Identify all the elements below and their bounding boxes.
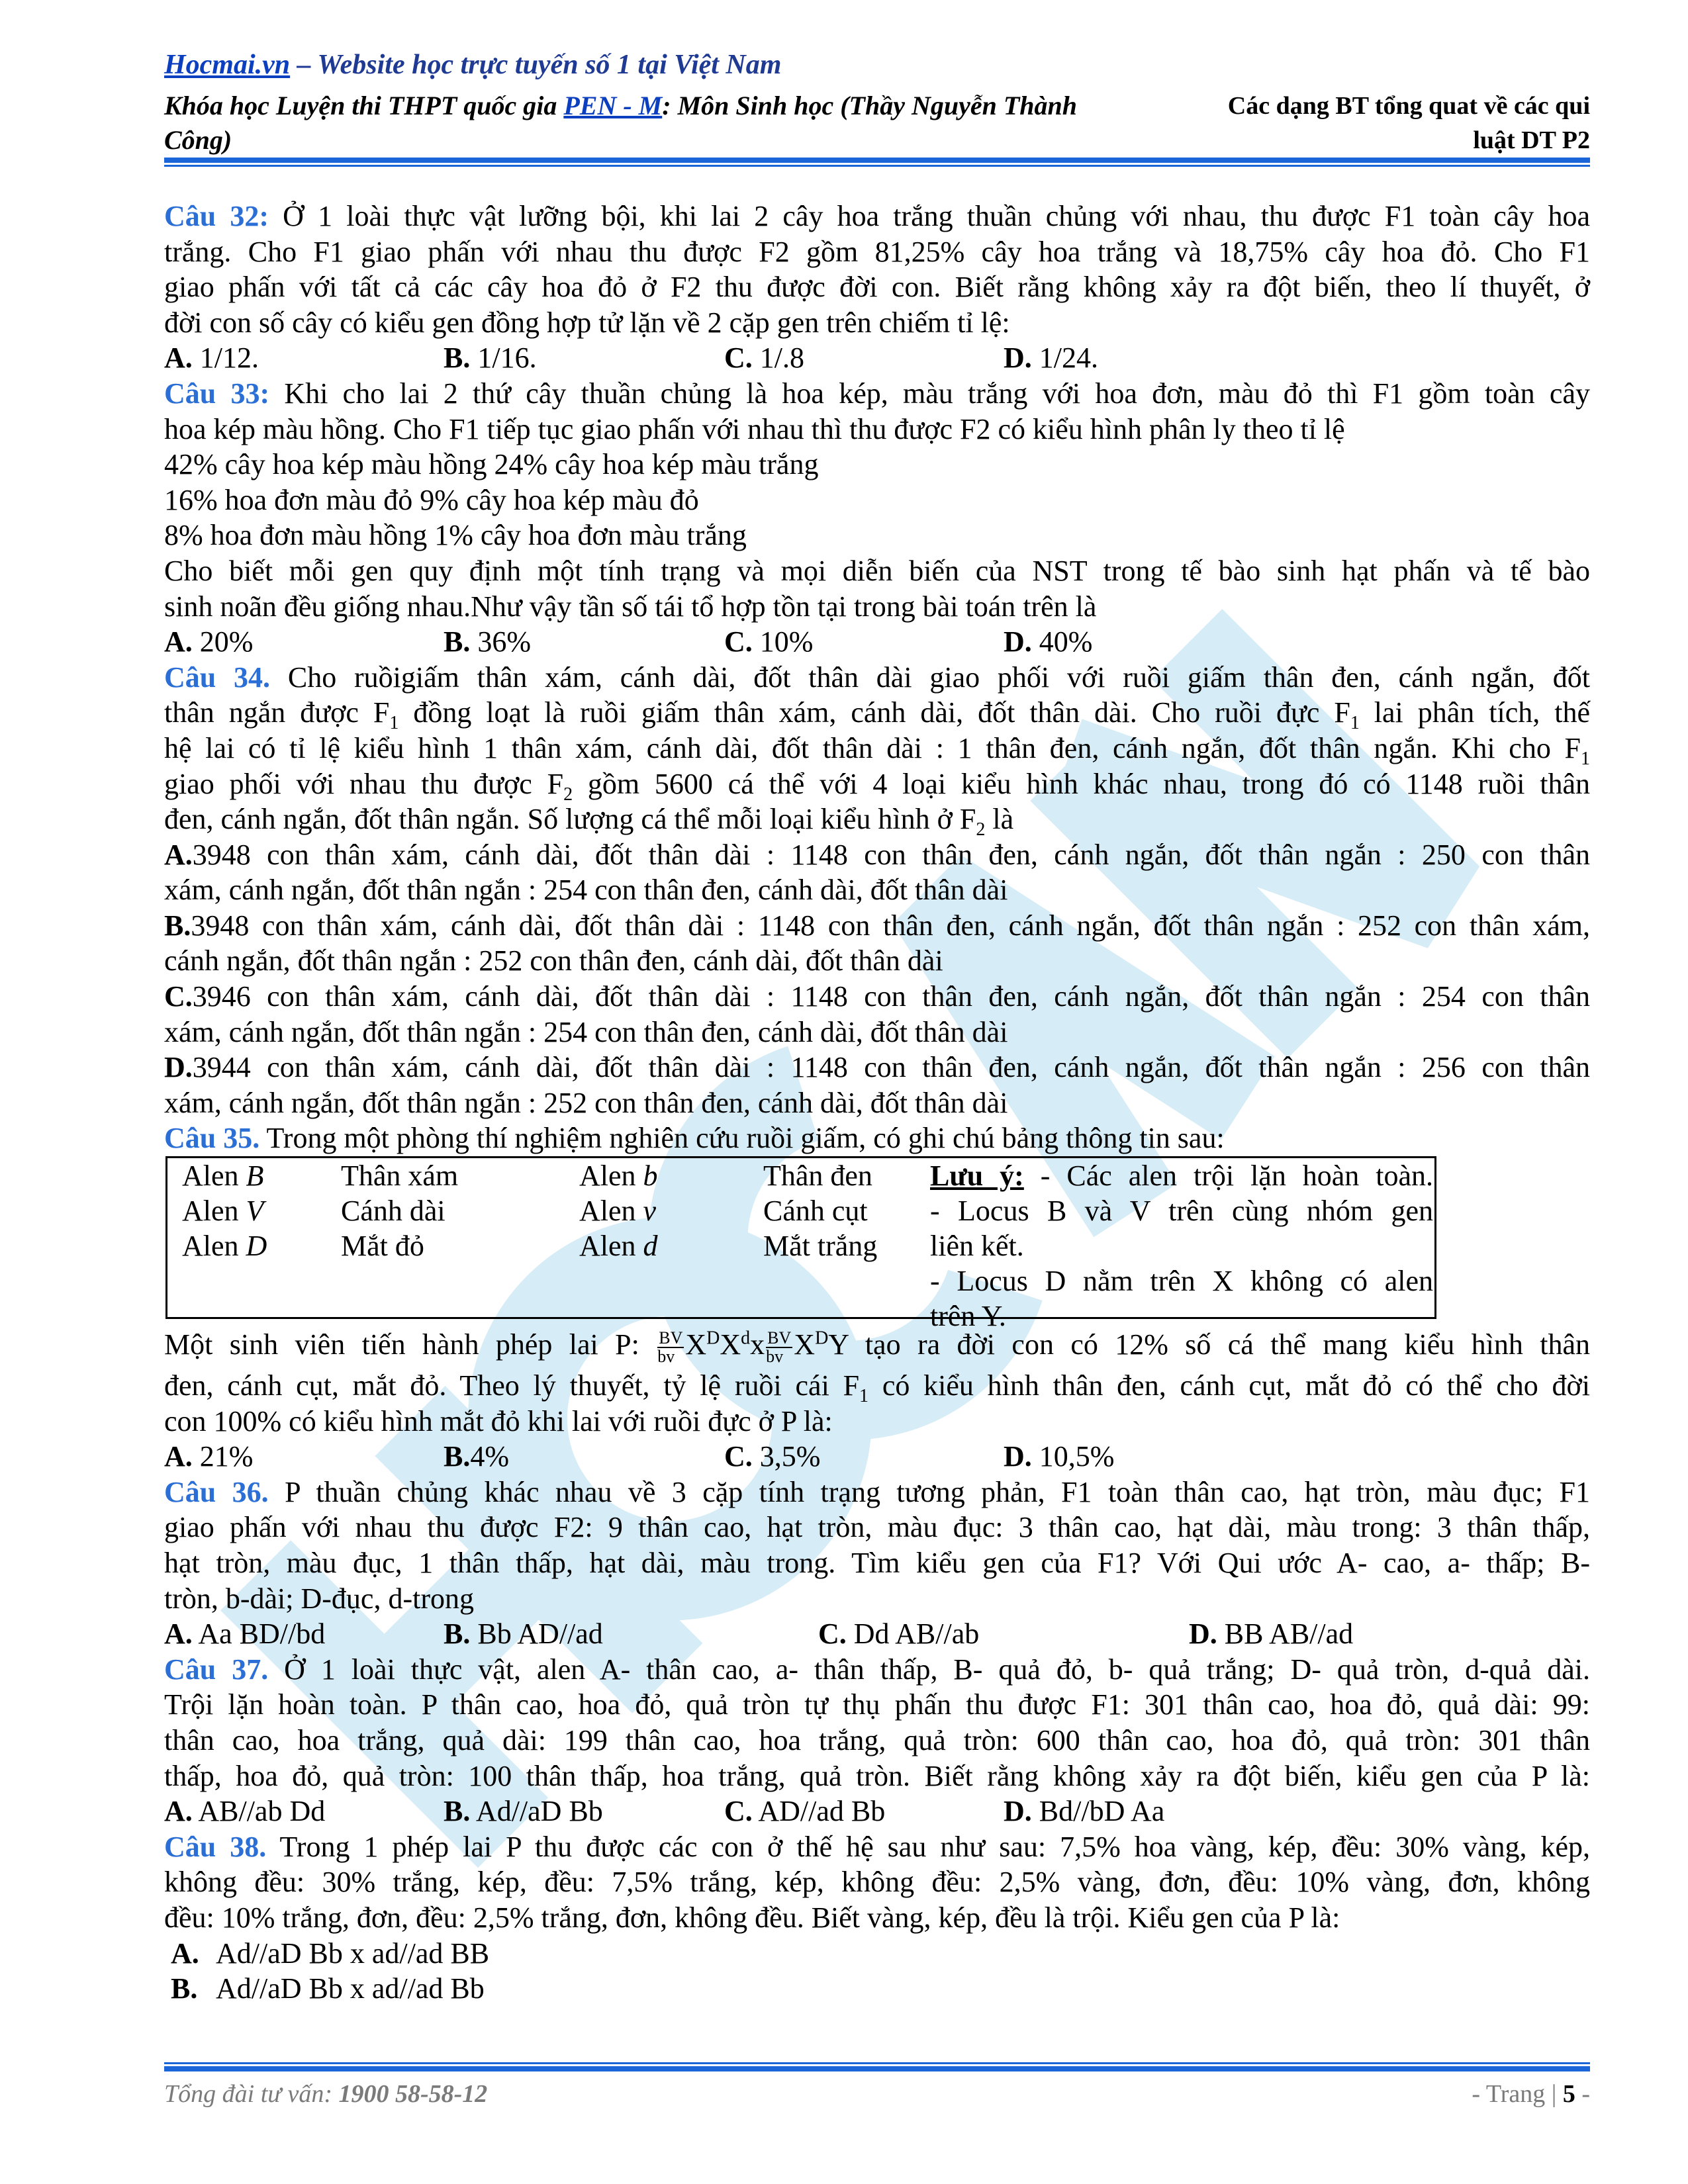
- q36-line1: [164, 1475, 1590, 1510]
- page-content: [164, 199, 1590, 2007]
- question-34: [164, 660, 1590, 1121]
- q32-option-c[interactable]: C. 1/.8: [724, 341, 805, 375]
- q37-line3: thân cao, hoa trắng, quả dài: 199 thân cao, hoa trắng, quả tròn: 600 thân cao, hoa đỏ, quả tròn: 301 thân: [164, 1723, 1590, 1756]
- allele-row2-col1: Alen V: [182, 1195, 264, 1228]
- q32-line3: giao phấn với tất cả các cây hoa đỏ ở F2 thu được đời con. Biết rằng không xảy ra đột biến, theo lí thuyết, ở: [164, 271, 1590, 304]
- course-title-post: : Môn Sinh học (Thầy Nguyễn Thành: [662, 91, 1078, 120]
- q34-option-d[interactable]: D.3944 con thân xám, cánh dài, đốt thân dài : 1148 con thân đen, cánh ngắn, đốt thân ngắn : 256 con thân: [164, 1051, 1590, 1084]
- q33-line6: Cho biết mỗi gen quy định một tính trạng và mọi diễn biến của NST trong tế bào sinh hạt phấn và tế bào: [164, 554, 1590, 587]
- q38-l1: Trong 1 phép lai P thu được các con ở thế hệ sau như sau: 7,5% hoa vàng, kép, đều: 30% vàng, kép,: [266, 1830, 1591, 1863]
- note-line3: liên kết.: [930, 1230, 1024, 1263]
- q37-option-a[interactable]: A. AB//ab Dd: [164, 1795, 326, 1828]
- q34-option-a[interactable]: A.3948 con thân xám, cánh dài, đốt thân dài : 1148 con thân đen, cánh ngắn, đốt thân ngắn : 250 con thân: [164, 838, 1590, 871]
- q34-line2: thân ngắn được $F_1$ đồng loạt là ruồi giấm thân xám, cánh dài, đốt thân dài. Cho ruồi đực $F_1$ lai phân tích, thế: [164, 696, 1590, 734]
- allele-row3-col1: Alen D: [182, 1230, 267, 1263]
- q36-line4: tròn, b-dài; D-đục, d-trong: [164, 1582, 474, 1615]
- q36-line2: giao phấn với nhau thu được F2: 9 thân cao, hạt tròn, màu đục: 3 thân cao, hạt dài, màu trong: 3 thân thấp,: [164, 1511, 1590, 1544]
- q32-line1: [164, 199, 1590, 234]
- q36-label: Câu 36.: [164, 1475, 269, 1508]
- q36-option-c[interactable]: C. Dd AB//ab: [818, 1617, 980, 1651]
- footer-rule: [164, 2062, 1590, 2071]
- question-37: [164, 1652, 1590, 1829]
- q34-line1: [164, 660, 1590, 696]
- q32-label: Câu 32:: [164, 200, 269, 232]
- q32-options: [164, 340, 1590, 376]
- q34-option-c-cont: xám, cánh ngắn, đốt thân ngắn : 254 con thân đen, cánh dài, đốt thân dài: [164, 1015, 1008, 1048]
- q35-label: Câu 35.: [164, 1122, 260, 1155]
- q34-line3: hệ lai có tỉ lệ kiểu hình 1 thân xám, cánh dài, đốt thân dài : 1 thân đen, cánh ngắn, đốt thân ngắn. Khi cho $F_1$: [164, 731, 1590, 769]
- q37-line2: Trội lặn hoàn toàn. P thân cao, hoa đỏ, quả tròn tự thụ phấn thu được F1: 301 thân cao, hoa đỏ, quả dài: 99:: [164, 1688, 1590, 1721]
- q38-option-b[interactable]: B. Ad//aD Bb x ad//ad Bb: [171, 1972, 485, 2005]
- page-header: [164, 45, 1590, 161]
- q33-line3: 42% cây hoa kép màu hồng 24% cây hoa kép màu trắng: [164, 448, 819, 481]
- q37-line1: [164, 1652, 1590, 1688]
- q32-option-a[interactable]: A. 1/12.: [164, 341, 259, 375]
- q38-option-a[interactable]: A. Ad//aD Bb x ad//ad BB: [171, 1936, 490, 1970]
- q37-option-d[interactable]: D. Bd//bD Aa: [1004, 1795, 1165, 1828]
- q35-l1: Trong một phòng thí nghiệm nghiên cứu ruồi giấm, có ghi chú bảng thông tin sau:: [259, 1122, 1225, 1155]
- genotype-fraction-2: $\frac{BV}{bv}$: [766, 1328, 792, 1366]
- q34-l1: Cho ruồigiấm thân xám, cánh dài, đốt thân dài giao phối với ruồi giấm thân đen, cánh ngắn, đốt: [270, 660, 1590, 694]
- site-line: [164, 45, 1590, 85]
- allele-row3-col2: Mắt đỏ: [341, 1230, 424, 1263]
- q36-options: [164, 1616, 1590, 1652]
- note-line4: - Locus D nằm trên X không có alen: [930, 1265, 1433, 1298]
- q34-option-c[interactable]: C.3946 con thân xám, cánh dài, đốt thân dài : 1148 con thân đen, cánh ngắn, đốt thân ngắn : 254 con thân: [164, 980, 1590, 1013]
- allele-row1-col3: Alen b: [579, 1160, 658, 1193]
- allele-row1-col2: Thân xám: [341, 1160, 459, 1193]
- q33-options: [164, 624, 1590, 660]
- course-title: [164, 89, 1197, 158]
- q32-option-d[interactable]: D. 1/24.: [1004, 341, 1099, 375]
- q34-option-b-cont: cánh ngắn, đốt thân ngắn : 252 con thân đen, cánh dài, đốt thân dài: [164, 944, 943, 978]
- q35-option-b[interactable]: B.4%: [444, 1440, 510, 1473]
- q34-line5: đen, cánh ngắn, đốt thân ngắn. Số lượng cá thể mỗi loại kiểu hình ở $F_2$ là: [164, 803, 1014, 840]
- q37-option-b[interactable]: B. Ad//aD Bb: [444, 1795, 603, 1828]
- page-number: - Trang | 5 -: [1472, 2080, 1590, 2108]
- question-35: [164, 1120, 1590, 1474]
- q33-line7: sinh noãn đều giống nhau.Như vậy tần số tái tổ hợp tồn tại trong bài toán trên là: [164, 590, 1097, 623]
- q33-option-d[interactable]: D. 40%: [1004, 625, 1093, 659]
- allele-row2-col4: Cánh cụt: [763, 1195, 868, 1228]
- page-footer: [164, 2079, 1590, 2113]
- q32-line2: trắng. Cho F1 giao phấn với nhau thu được F2 gồm 81,25% cây hoa trắng và 18,75% cây hoa đỏ. Cho F1: [164, 235, 1590, 268]
- course-title-pre: Khóa học Luyện thi THPT quốc gia: [164, 91, 564, 120]
- question-33: [164, 376, 1590, 660]
- q37-label: Câu 37.: [164, 1653, 269, 1686]
- q36-option-a[interactable]: A. Aa BD//bd: [164, 1617, 326, 1651]
- q33-line4: 16% hoa đơn màu đỏ 9% cây hoa kép màu đỏ: [164, 483, 699, 516]
- q33-option-c[interactable]: C. 10%: [724, 625, 814, 659]
- table-note: [930, 1158, 1433, 1334]
- q38-line3: đều: 10% trắng, đơn, đều: 2,5% trắng, đơn, không đều. Biết vàng, kép, đều là trội. Kiểu gen của P là:: [164, 1901, 1340, 1934]
- question-32: [164, 199, 1590, 376]
- allele-row2-col2: Cánh dài: [341, 1195, 445, 1228]
- q37-l1: Ở 1 loài thực vật, alen A- thân cao, a- thân thấp, B- quả đỏ, b- quả trắng; D- quả tròn, d-quả dài.: [268, 1653, 1590, 1686]
- topic-title: [1180, 89, 1590, 158]
- q35-line4: con 100% có kiểu hình mắt đỏ khi lai với ruồi đực ở P là:: [164, 1404, 833, 1437]
- topic-line1: Các dạng BT tổng quat về các qui: [1227, 92, 1590, 120]
- q35-cross-line: Một sinh viên tiến hành phép lai P: $\frac{BV}{bv}$ $X^DX^dx$ $\frac{BV}{bv}$ $X^DY$ tạo ra đời con có 12% số cá thể mang kiểu hình thân: [164, 1328, 1590, 1366]
- allele-row3-col4: Mắt trắng: [763, 1230, 878, 1263]
- q37-options: [164, 1794, 1590, 1829]
- note-line2: - Locus B và V trên cùng nhóm gen: [930, 1195, 1433, 1228]
- question-38: [164, 1829, 1590, 2007]
- q33-option-a[interactable]: A. 20%: [164, 625, 254, 659]
- q36-option-b[interactable]: B. Bb AD//ad: [444, 1617, 603, 1651]
- q33-line1: [164, 376, 1590, 412]
- allele-row1-col1: Alen B: [182, 1160, 264, 1193]
- q33-line2: hoa kép màu hồng. Cho F1 tiếp tục giao phấn với nhau thì thu được F2 có kiểu hình phân ly theo tỉ lệ: [164, 412, 1345, 445]
- q35-option-c[interactable]: C. 3,5%: [724, 1440, 821, 1473]
- q35-option-d[interactable]: D. 10,5%: [1004, 1440, 1115, 1473]
- q33-l1: Khi cho lai 2 thứ cây thuần chủng là hoa kép, màu trắng với hoa đơn, màu đỏ thì F1 gồm toàn cây: [269, 377, 1590, 410]
- allele-row3-col3: Alen d: [579, 1230, 658, 1263]
- q38-line1: [164, 1829, 1590, 1865]
- allele-info-cell: [167, 1158, 1434, 1333]
- q36-l1: P thuần chủng khác nhau về 3 cặp tính trạng tương phản, F1 toàn thân cao, hạt tròn, màu đục; F1: [268, 1475, 1591, 1508]
- q37-option-c[interactable]: C. AD//ad Bb: [724, 1795, 886, 1828]
- question-36: [164, 1475, 1590, 1652]
- q36-line3: hạt tròn, màu đục, 1 thân thấp, hạt dài, màu trong. Tìm kiểu gen của F1? Với Qui ước A- cao, a- thấp; B-: [164, 1547, 1590, 1579]
- q32-line4: đời con số cây có kiểu gen đồng hợp tử lặn về 2 cặp gen trên chiếm tỉ lệ:: [164, 306, 1010, 339]
- q33-option-b[interactable]: B. 36%: [444, 625, 532, 659]
- q34-label: Câu 34.: [164, 660, 271, 694]
- q37-line4: thấp, hoa đỏ, quả tròn: 100 thân thấp, hoa trắng, quả tròn. Biết rằng không xảy ra đột biến, kiểu gen của P là:: [164, 1759, 1590, 1792]
- course-link[interactable]: PEN - M: [563, 91, 663, 120]
- q34-option-b[interactable]: B.3948 con thân xám, cánh dài, đốt thân dài : 1148 con thân đen, cánh ngắn, đốt thân ngắn : 252 con thân xám,: [164, 909, 1590, 942]
- q34-line4: giao phối với nhau thu được $F_2$ gồm 5600 cá thể với 4 loại kiểu hình khác nhau, trong đó có 1148 ruồi thân: [164, 767, 1591, 805]
- course-title-line2: Công): [164, 125, 232, 155]
- course-row: [164, 89, 1590, 161]
- note-line1: Lưu ý: - Các alen trội lặn hoàn toàn.: [930, 1160, 1434, 1193]
- allele-info-table: [165, 1156, 1436, 1333]
- site-link[interactable]: Hocmai.vn: [164, 50, 291, 80]
- q38-line2: không đều: 30% trắng, kép, đều: 7,5% trắng, kép, không đều: 2,5% vàng, đơn, đều: 10% vàng, đơn, không: [164, 1866, 1590, 1899]
- q32-l1: Ở 1 loài thực vật lưỡng bội, khi lai 2 cây hoa trắng thuần chủng với nhau, thu được F1 toàn cây hoa: [269, 200, 1591, 232]
- site-tagline: – Website học trực tuyến số 1 tại Việt Nam: [290, 50, 782, 80]
- q32-option-b[interactable]: B. 1/16.: [444, 341, 537, 375]
- hotline: Tổng đài tư vấn: 1900 58-58-12: [164, 2080, 488, 2108]
- topic-line2: luật DT P2: [1473, 126, 1590, 154]
- header-rule: [164, 158, 1590, 167]
- q35-options: [164, 1439, 1590, 1475]
- q34-option-a-cont: xám, cánh ngắn, đốt thân ngắn : 254 con thân đen, cánh dài, đốt thân dài: [164, 874, 1008, 907]
- q36-option-d[interactable]: D. BB AB//ad: [1189, 1617, 1354, 1651]
- allele-row1-col4: Thân đen: [763, 1160, 872, 1193]
- q35-option-a[interactable]: A. 21%: [164, 1440, 254, 1473]
- q35-line3: đen, cánh cụt, mắt đỏ. Theo lý thuyết, tỷ lệ ruồi cái $F_1$ có kiểu hình thân đen, cánh cụt, mắt đỏ có thể cho đời: [164, 1369, 1591, 1406]
- allele-row2-col3: Alen v: [579, 1195, 657, 1228]
- q35-line1: [164, 1120, 1590, 1156]
- genotype-fraction-1: $\frac{BV}{bv}$: [657, 1328, 683, 1366]
- q38-label: Câu 38.: [164, 1830, 267, 1863]
- note-line5: trên Y.: [930, 1300, 1006, 1333]
- q33-label: Câu 33:: [164, 377, 270, 410]
- q34-option-d-cont: xám, cánh ngắn, đốt thân ngắn : 252 con thân đen, cánh dài, đốt thân dài: [164, 1086, 1008, 1119]
- q33-line5: 8% hoa đơn màu hồng 1% cây hoa đơn màu trắng: [164, 519, 747, 552]
